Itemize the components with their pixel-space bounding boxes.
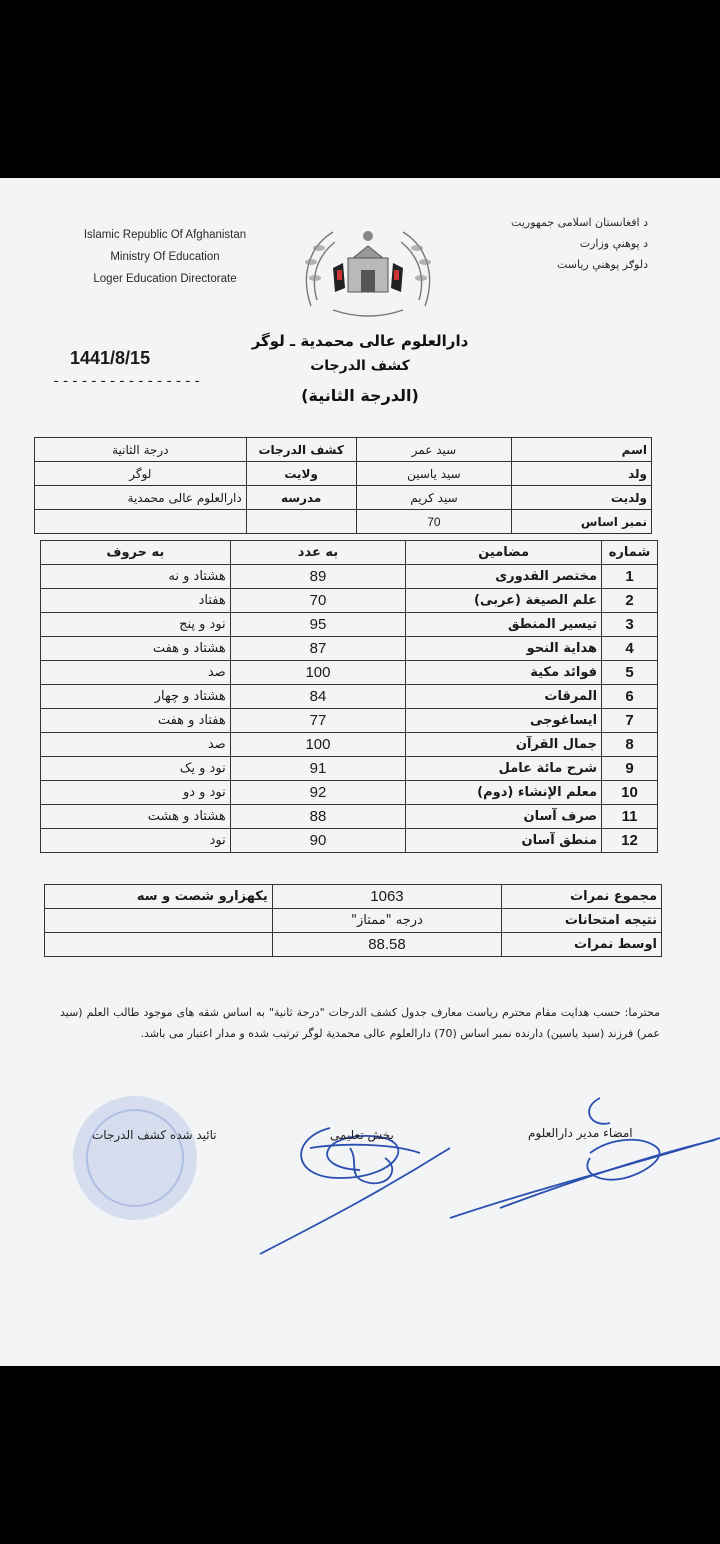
grade-row [41,757,658,781]
info-value: سید عمر [356,438,512,462]
grade-row [41,613,658,637]
info-label: نمبر اساس [512,510,652,534]
grade-row [41,781,658,805]
info-label: کشف الدرجات [246,438,356,462]
summary-words: یکهزارو شصت و سه [45,885,273,909]
grade-row [41,805,658,829]
grades-table [40,540,658,853]
summary-row [45,885,662,909]
header-ps-line-1: د افغانستان اسلامی جمهوریت [511,216,648,229]
grade-words: هفتاد [41,589,231,613]
grade-number: 1 [602,565,658,589]
info-row [35,510,652,534]
grade-words: نود و دو [41,781,231,805]
info-label: اسم [512,438,652,462]
info-value: سید یاسین [356,462,512,486]
summary-value: درجه "ممتاز" [272,909,501,933]
header-en-line-1: Islamic Republic Of Afghanistan [83,229,247,241]
signature-director-icon [440,1078,720,1228]
english-header [60,224,270,290]
grades-header-row [41,541,658,565]
document-date: 1441/8/15 [70,348,151,368]
grade-score: 100 [230,733,406,757]
grade-words: نود و یک [41,757,231,781]
summary-value: 1063 [272,885,501,909]
summary-row [45,909,662,933]
grade-words: نود و پنج [41,613,231,637]
grade-words: صد [41,733,231,757]
date-underline: ---------------- [52,374,203,390]
grade-score: 88 [230,805,406,829]
summary-words [45,909,273,933]
grade-number: 2 [602,589,658,613]
header-en-line-3: Loger Education Directorate [93,273,237,285]
header-score: به عدد [230,541,406,565]
document-title: کشف الدرجات [310,358,410,374]
grade-words: هشتاد و هفت [41,637,231,661]
grade-row [41,637,658,661]
grade-words: هشتاد و نه [41,565,231,589]
grade-subject: تیسیر المنطق [406,613,602,637]
grade-score: 89 [230,565,406,589]
grade-number: 5 [602,661,658,685]
summary-label: مجموع نمرات [502,885,662,909]
grade-row [41,733,658,757]
info-label: ولایت [246,462,356,486]
grade-title: (الدرجة الثانیة) [301,386,419,405]
summary-table [44,884,662,957]
header-ps-line-2: د پوهنې وزارت [579,237,648,250]
info-value: درجة الثانیة [35,438,247,462]
grade-row [41,829,658,853]
grade-row [41,709,658,733]
grade-row [41,565,658,589]
grade-words: صد [41,661,231,685]
summary-label: نتیجه امتحانات [502,909,662,933]
header-en-line-2: Ministry Of Education [110,251,220,263]
grade-score: 87 [230,637,406,661]
grade-subject: صرف آسان [406,805,602,829]
grade-subject: منطق آسان [406,829,602,853]
grade-subject: المرقات [406,685,602,709]
info-label: مدرسه [246,486,356,510]
pashto-header [448,212,648,275]
grade-row [41,685,658,709]
summary-words [45,933,273,957]
header-number: شماره [602,541,658,565]
header-words: به حروف [41,541,231,565]
summary-label: اوسط نمرات [502,933,662,957]
grade-subject: ایساغوجی [406,709,602,733]
grade-score: 95 [230,613,406,637]
grade-number: 12 [602,829,658,853]
grade-subject: جمال القرآن [406,733,602,757]
grade-words: هفتاد و هفت [41,709,231,733]
grade-number: 9 [602,757,658,781]
grade-number: 8 [602,733,658,757]
grade-row [41,589,658,613]
grade-score: 77 [230,709,406,733]
school-title: دارالعلوم عالی محمدیة ـ لوگر [251,332,469,350]
header-subject: مضامین [406,541,602,565]
summary-row [45,933,662,957]
info-value [35,510,247,534]
info-label: ولد [512,462,652,486]
stamp-label: تائید شده کشف الدرجات [92,1128,217,1142]
grade-subject: معلم الإنشاء (دوم) [406,781,602,805]
header-ps-line-3: دلوګر پوهنې ریاست [556,258,648,271]
grade-number: 3 [602,613,658,637]
grade-score: 100 [230,661,406,685]
grade-number: 11 [602,805,658,829]
grade-row [41,661,658,685]
info-value: دارالعلوم عالی محمدیة [35,486,247,510]
grade-subject: مختصر القدوری [406,565,602,589]
afghanistan-emblem-icon [293,218,443,318]
endorsement-paragraph: محترما: حسب هدایت مقام محترم ریاست معارف جدول کشف الدرجات "درجة ثانیة" به اساس شقه های موجود طالب العلم (سید عمر) فرزند (سید یاسین) دارنده نمبر اساس (70) دارالعلوم عالی محمدیة لوگر ترتیب شده و مدار اعتبار می باشد. [60,1006,660,1040]
grade-score: 91 [230,757,406,781]
grade-score: 90 [230,829,406,853]
grade-subject: هدایة النحو [406,637,602,661]
student-info-table [34,437,652,534]
grade-number: 4 [602,637,658,661]
grade-number: 10 [602,781,658,805]
info-row [35,438,652,462]
info-label [246,510,356,534]
grade-words: هشتاد و چهار [41,685,231,709]
grade-subject: شرح مائة عامل [406,757,602,781]
grade-score: 92 [230,781,406,805]
education-section-label: بخش تعلیمی [330,1128,394,1142]
info-value: لوگر [35,462,247,486]
summary-value: 88.58 [272,933,501,957]
grade-words: هشتاد و هشت [41,805,231,829]
info-row [35,462,652,486]
official-stamp-icon [60,1088,210,1228]
director-signature-label: امضاء مدیر دارالعلوم [528,1126,633,1140]
info-value: 70 [356,510,512,534]
grade-number: 6 [602,685,658,709]
grade-score: 84 [230,685,406,709]
document-page [0,178,720,1366]
grade-words: نود [41,829,231,853]
info-value: سید کریم [356,486,512,510]
info-row [35,486,652,510]
grade-subject: فوائد مکیة [406,661,602,685]
grade-subject: علم الصیغة (عربی) [406,589,602,613]
info-label: ولدیت [512,486,652,510]
grade-score: 70 [230,589,406,613]
grade-number: 7 [602,709,658,733]
